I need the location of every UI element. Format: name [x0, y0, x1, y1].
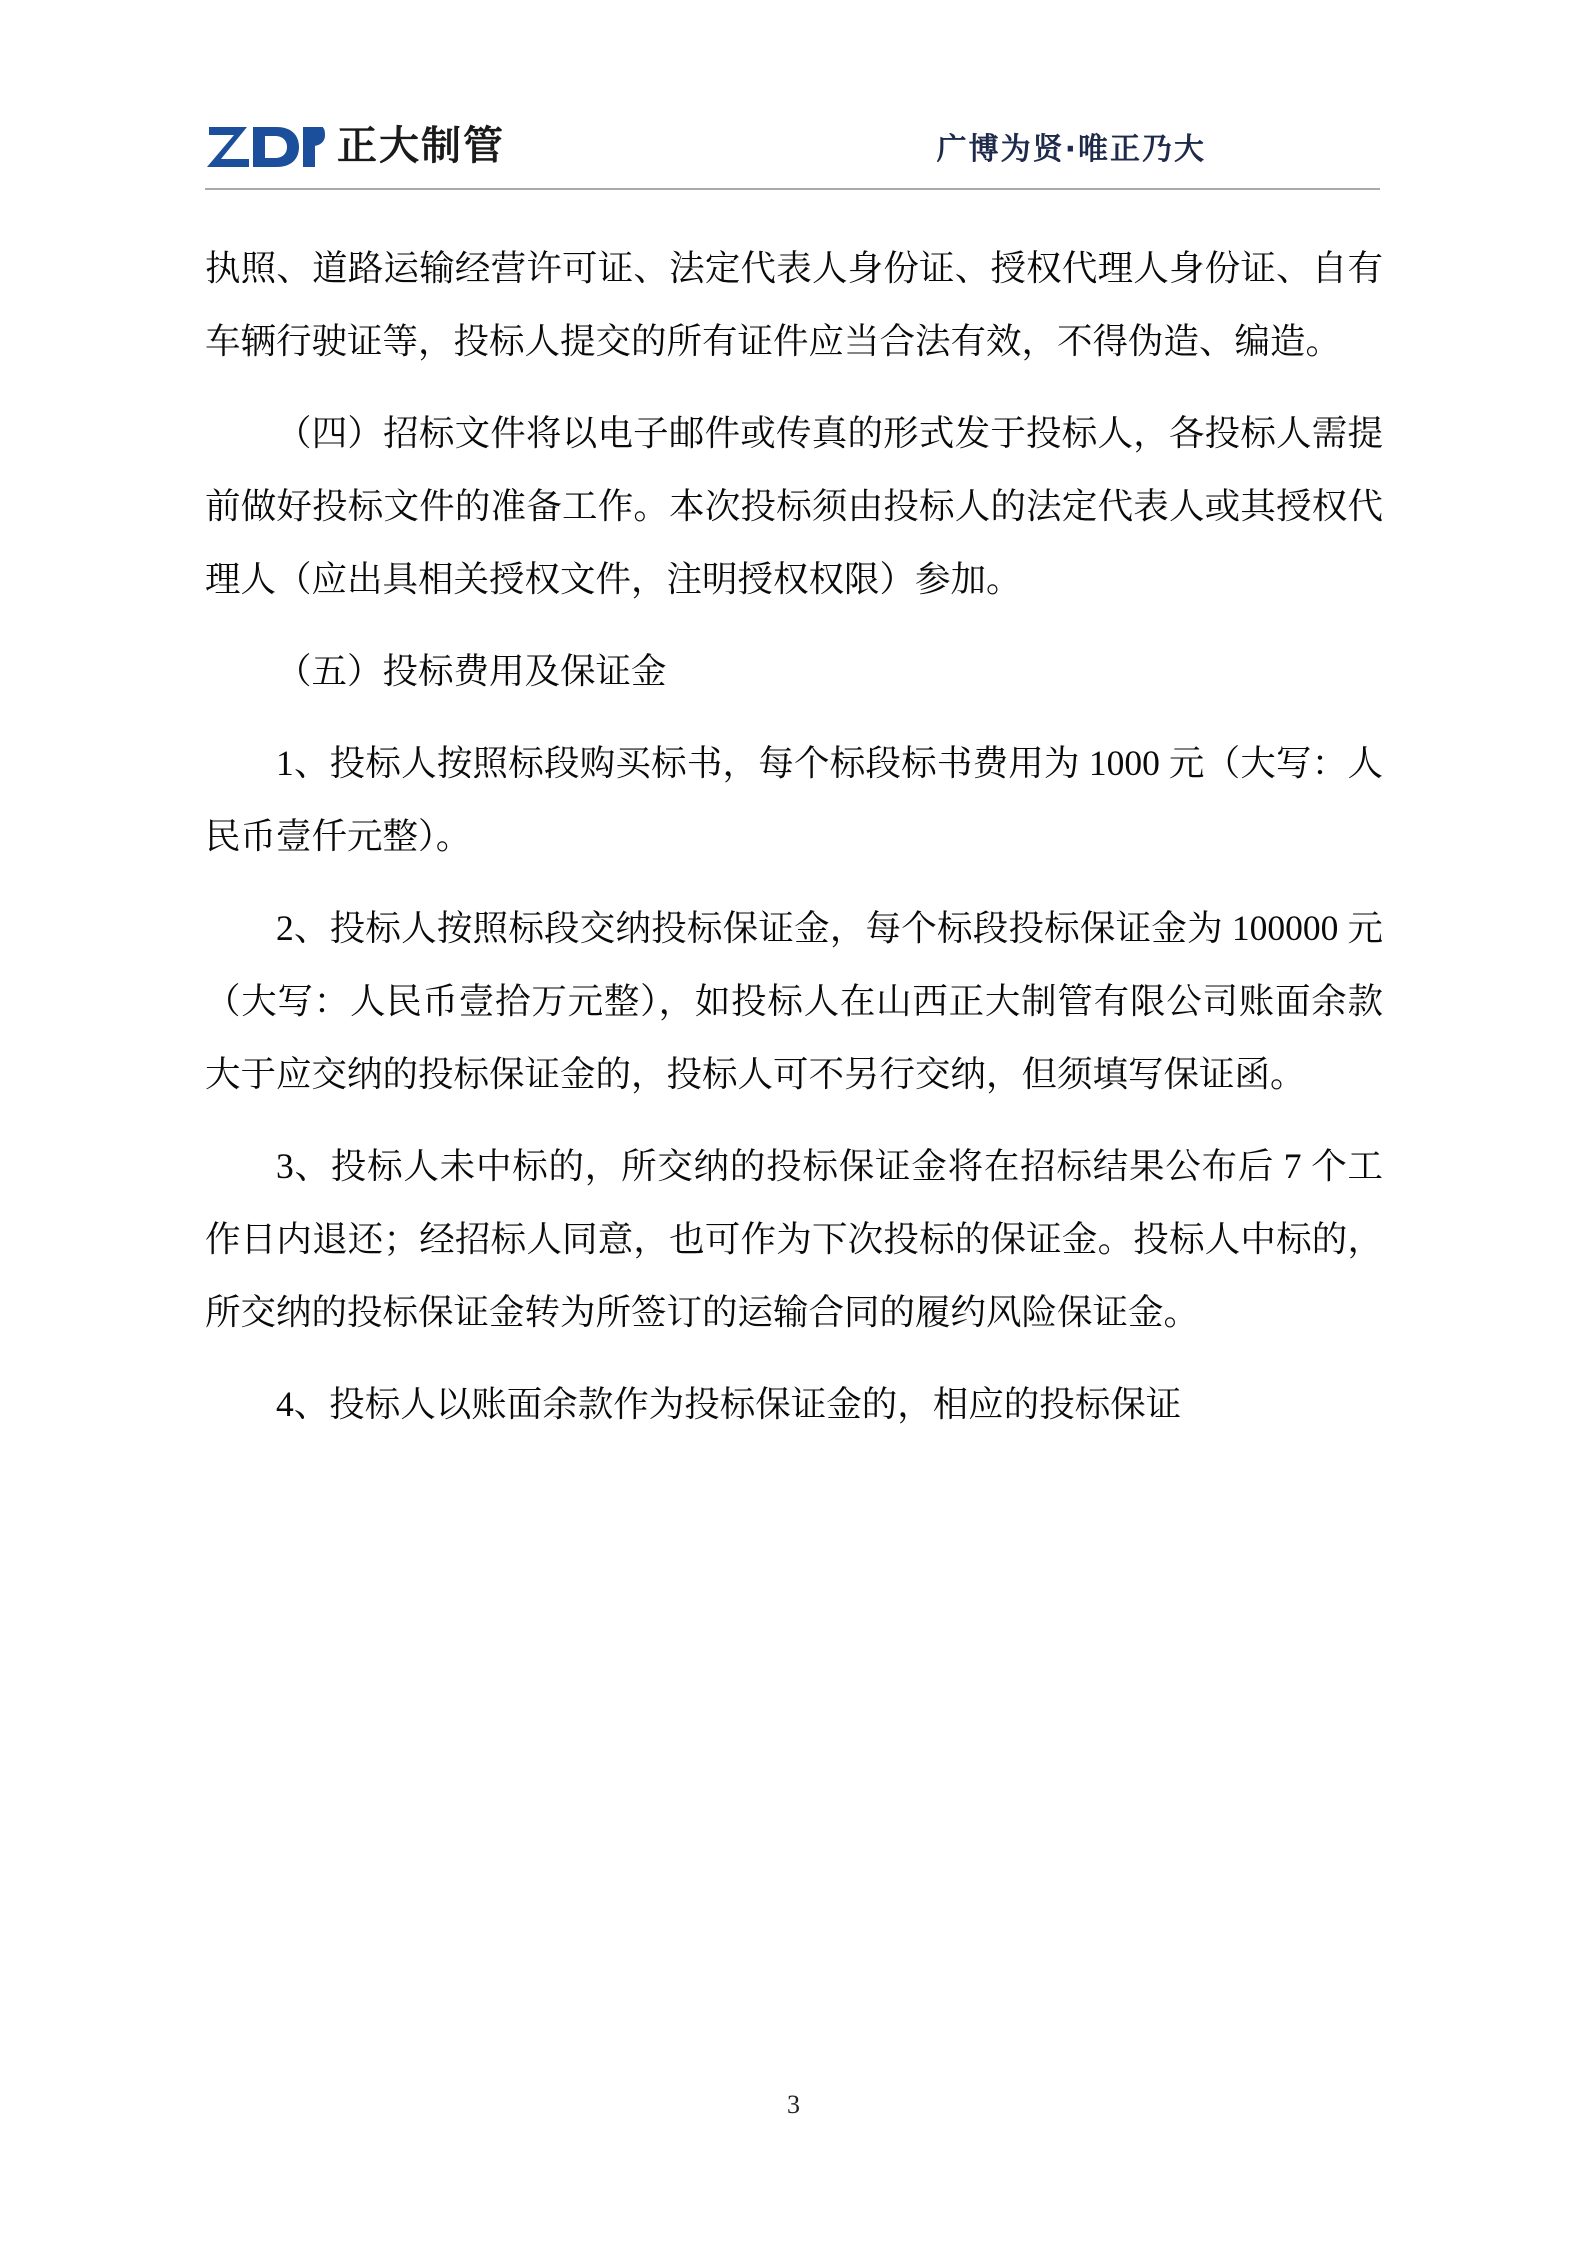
paragraph: 2、投标人按照标段交纳投标保证金，每个标段投标保证金为 100000 元（大写：人民币壹拾万元整），如投标人在山西正大制管有限公司账面余款大于应交纳的投标保证金的，投标人可不另行交纳，但须填写保证函。 [205, 908, 1383, 1094]
brand-slogan: 广博为贤·唯正乃大 [936, 132, 1206, 167]
brand-logo [207, 121, 505, 171]
paragraph: 3、投标人未中标的，所交纳的投标保证金将在招标结果公布后 7 个工作日内退还；经招标人同意，也可作为下次投标的保证金。投标人中标的，所交纳的投标保证金转为所签订的运输合同的履约风险保证金。 [205, 1146, 1383, 1332]
header-divider [205, 188, 1380, 190]
page-number: 3 [787, 2090, 800, 2119]
paragraph: 执照、道路运输经营许可证、法定代表人身份证、授权代理人身份证、自有车辆行驶证等，投标人提交的所有证件应当合法有效，不得伪造、编造。 [205, 248, 1383, 361]
paragraph: （五）投标费用及保证金 [276, 651, 667, 691]
paragraph: （四）招标文件将以电子邮件或传真的形式发于投标人，各投标人需提前做好投标文件的准备工作。本次投标须由投标人的法定代表人或其授权代理人（应出具相关授权文件，注明授权权限）参加。 [205, 413, 1383, 599]
paragraph: 1、投标人按照标段购买标书，每个标段标书费用为 1000 元（大写：人民币壹仟元整）。 [205, 743, 1383, 856]
page-header [205, 110, 1380, 200]
paragraph: 4、投标人以账面余款作为投标保证金的，相应的投标保证 [276, 1384, 1182, 1424]
header-content [205, 110, 1380, 182]
zdp-logo-icon [207, 121, 325, 171]
document-body [205, 232, 1383, 1441]
brand-name: 正大制管 [337, 123, 505, 169]
